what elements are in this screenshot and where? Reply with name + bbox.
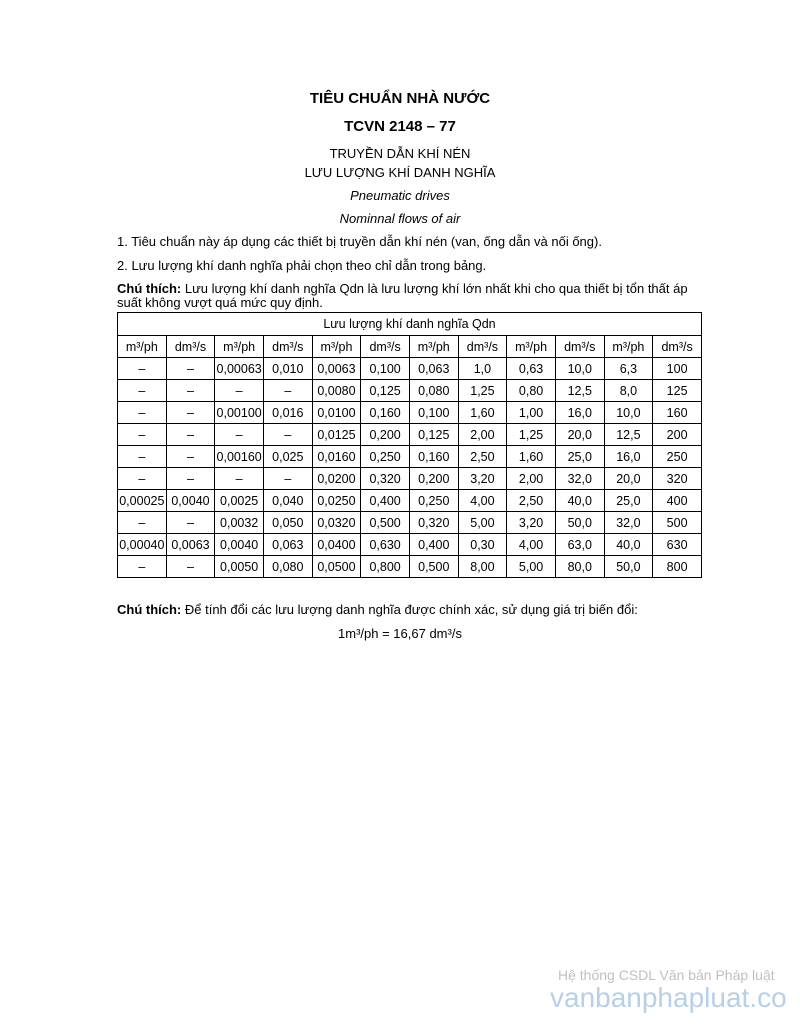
table-cell: – [263,468,312,490]
table-cell: 1,0 [458,358,507,380]
table-cell: 200 [653,424,702,446]
table-cell: 0,00160 [215,446,264,468]
table-cell: 20,0 [604,468,653,490]
table-cell: 40,0 [604,534,653,556]
table-cell: 0,500 [409,556,458,578]
table-header-cell: dm³/s [653,336,702,358]
table-cell: 0,30 [458,534,507,556]
table-cell: 0,320 [409,512,458,534]
table-header-cell: m³/ph [312,336,361,358]
table-header-cell: m³/ph [118,336,167,358]
table-cell: – [118,380,167,402]
table-row [118,534,702,556]
table-cell: – [166,556,215,578]
conversion-formula: 1m³/ph = 16,67 dm³/s [338,626,462,641]
table-cell: 50,0 [604,556,653,578]
table-cell: 0,0025 [215,490,264,512]
table-cell: 160 [653,402,702,424]
table-cell: 0,080 [409,380,458,402]
table-cell: 0,400 [409,534,458,556]
table-caption: Lưu lượng khí danh nghĩa Qdn [118,313,702,336]
table-caption-row [118,313,702,336]
table-header-cell: dm³/s [555,336,604,358]
note-2-text: Để tính đổi các lưu lượng danh nghĩa được chính xác, sử dụng giá trị biến đổi: [181,602,638,617]
document-title: TIÊU CHUẨN NHÀ NƯỚC [309,90,491,107]
table-cell: – [166,424,215,446]
table-cell: 12,5 [604,424,653,446]
table-row [118,446,702,468]
table-cell: 0,63 [507,358,556,380]
table-header-cell: dm³/s [263,336,312,358]
table-cell: 0,050 [263,512,312,534]
table-cell: 0,125 [409,424,458,446]
table-cell: 2,00 [458,424,507,446]
table-cell: – [166,380,215,402]
table-cell: – [118,402,167,424]
table-cell: – [263,380,312,402]
table-cell: 0,0160 [312,446,361,468]
table-header-cell: m³/ph [409,336,458,358]
table-cell: 1,60 [507,446,556,468]
table-cell: 8,00 [458,556,507,578]
table-cell: 0,250 [409,490,458,512]
table-cell: 0,0040 [166,490,215,512]
table-cell: 1,60 [458,402,507,424]
table-cell: 0,100 [361,358,410,380]
table-cell: 0,025 [263,446,312,468]
table-cell: 63,0 [555,534,604,556]
table-cell: 0,500 [361,512,410,534]
table-cell: – [215,424,264,446]
table-cell: 50,0 [555,512,604,534]
table-header-cell: m³/ph [507,336,556,358]
table-cell: – [166,446,215,468]
table-header-cell: dm³/s [361,336,410,358]
table-cell: 0,00063 [215,358,264,380]
table-cell: 0,160 [409,446,458,468]
note-1-text: Lưu lượng khí danh nghĩa Qdn là lưu lượng khí lớn nhất khi cho qua thiết bị tổn thất áp suất không vượt quá mức quy định. [117,281,688,310]
table-cell: 4,00 [507,534,556,556]
table-cell: 4,00 [458,490,507,512]
table-cell: 0,200 [361,424,410,446]
table-cell: 20,0 [555,424,604,446]
standard-code: TCVN 2148 – 77 [344,118,456,135]
table-cell: 16,0 [604,446,653,468]
table-cell: – [166,512,215,534]
table-row [118,424,702,446]
table-cell: 0,063 [409,358,458,380]
table-cell: 0,0400 [312,534,361,556]
nominal-flow-table [117,312,702,578]
table-cell: 1,25 [507,424,556,446]
table-cell: 0,0063 [166,534,215,556]
table-cell: 0,00100 [215,402,264,424]
table-row [118,490,702,512]
table-cell: 0,010 [263,358,312,380]
table-cell: 0,160 [361,402,410,424]
table-row [118,512,702,534]
table-header-row [118,336,702,358]
table-cell: 0,200 [409,468,458,490]
table-cell: 400 [653,490,702,512]
subtitle-en-2: Nominnal flows of air [339,211,461,226]
table-cell: 800 [653,556,702,578]
table-cell: – [166,402,215,424]
table-cell: 0,320 [361,468,410,490]
table-cell: 250 [653,446,702,468]
table-cell: 32,0 [555,468,604,490]
table-cell: 0,00040 [118,534,167,556]
table-cell: 10,0 [604,402,653,424]
table-cell: 2,50 [458,446,507,468]
table-row [118,468,702,490]
table-cell: 630 [653,534,702,556]
table-cell: 0,630 [361,534,410,556]
table-cell: 0,800 [361,556,410,578]
note-2-label: Chú thích: [117,602,182,617]
note-2 [117,603,697,617]
subtitle-en-1: Pneumatic drives [350,188,450,203]
watermark-line-2: vanbanphapluat.co [550,982,787,1013]
table-header-cell: m³/ph [604,336,653,358]
item-2: 2. Lưu lượng khí danh nghĩa phải chọn theo chỉ dẫn trong bảng. [117,258,487,273]
table-cell: 320 [653,468,702,490]
note-1-label: Chú thích: [117,281,182,296]
table-cell: 3,20 [507,512,556,534]
note-1 [117,282,697,310]
table-header-cell: m³/ph [215,336,264,358]
table-cell: – [263,424,312,446]
table-cell: 3,20 [458,468,507,490]
table-cell: 0,0050 [215,556,264,578]
table-cell: 5,00 [507,556,556,578]
table-cell: 0,016 [263,402,312,424]
table-cell: 0,0125 [312,424,361,446]
table-cell: 0,125 [361,380,410,402]
table-cell: 0,250 [361,446,410,468]
table-cell: – [118,358,167,380]
table-cell: 0,0080 [312,380,361,402]
table-cell: 0,0063 [312,358,361,380]
table-cell: 0,0200 [312,468,361,490]
table-cell: – [118,512,167,534]
table-cell: 2,00 [507,468,556,490]
table-cell: 1,00 [507,402,556,424]
table-cell: – [166,468,215,490]
table-row [118,380,702,402]
subtitle-vi-2: LƯU LƯỢNG KHÍ DANH NGHĨA [304,165,496,180]
table-cell: 25,0 [604,490,653,512]
table-row [118,358,702,380]
table-cell: 0,00025 [118,490,167,512]
table-cell: 0,100 [409,402,458,424]
table-cell: 125 [653,380,702,402]
table-cell: 0,080 [263,556,312,578]
table-cell: 0,0032 [215,512,264,534]
table-cell: – [118,446,167,468]
item-1: 1. Tiêu chuẩn này áp dụng các thiết bị truyền dẫn khí nén (van, ống dẫn và nối ống). [117,234,602,249]
table-cell: 0,0320 [312,512,361,534]
table-cell: 100 [653,358,702,380]
table-cell: 25,0 [555,446,604,468]
table-cell: 40,0 [555,490,604,512]
table-row [118,402,702,424]
table-cell: 2,50 [507,490,556,512]
watermark-line-1: Hệ thống CSDL Văn bản Pháp luật [558,967,775,983]
table-cell: 12,5 [555,380,604,402]
table-cell: 0,0100 [312,402,361,424]
subtitle-vi-1: TRUYỀN DẪN KHÍ NÉN [329,146,471,161]
table-cell: – [118,468,167,490]
table-cell: 0,400 [361,490,410,512]
table-cell: 6,3 [604,358,653,380]
table-header-cell: dm³/s [166,336,215,358]
table-cell: 5,00 [458,512,507,534]
table-cell: 0,0500 [312,556,361,578]
table-cell: 0,0250 [312,490,361,512]
table-cell: 0,0040 [215,534,264,556]
table-cell: – [215,468,264,490]
table-cell: – [215,380,264,402]
table-cell: 0,040 [263,490,312,512]
table-cell: – [166,358,215,380]
table-cell: 32,0 [604,512,653,534]
table-cell: 1,25 [458,380,507,402]
table-cell: 10,0 [555,358,604,380]
table-cell: 16,0 [555,402,604,424]
table-header-cell: dm³/s [458,336,507,358]
table-cell: – [118,556,167,578]
table-cell: – [118,424,167,446]
table-cell: 80,0 [555,556,604,578]
table-row [118,556,702,578]
table-cell: 8,0 [604,380,653,402]
table-cell: 500 [653,512,702,534]
table-cell: 0,063 [263,534,312,556]
table-cell: 0,80 [507,380,556,402]
